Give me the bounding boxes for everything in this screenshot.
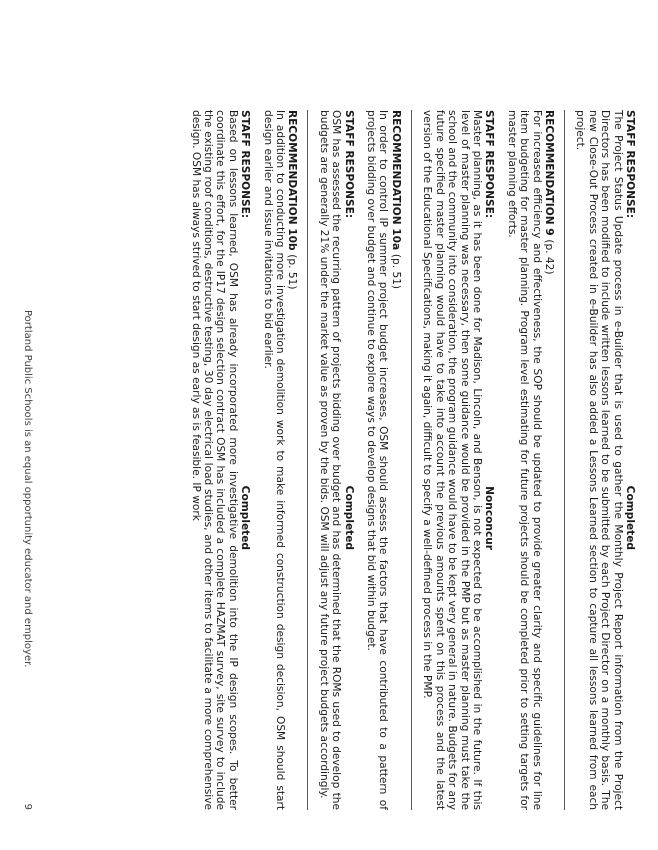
staff-response-header	[483, 110, 495, 580]
staff-response-2	[421, 110, 495, 810]
staff-response-1	[574, 110, 636, 810]
page-reference: (p. 51)	[389, 253, 402, 290]
status-badge: Nonconcur	[483, 486, 496, 550]
section-divider	[564, 110, 565, 810]
staff-response-label: STAFF RESPONSE:	[342, 110, 355, 219]
staff-response-text: The Project Status Update process in e-Builder that is used to gather the Monthly Project Report information from the Project Directors has been modified to include written lessons learned to be submitted by each Project Director on a monthly basis. The new Close-Out Process created in e-Builder has also added a Lessons Learned section to capture all lessons learned from each project.	[574, 110, 624, 810]
staff-response-header	[239, 110, 251, 580]
page-reference: (p. 42)	[542, 239, 555, 275]
staff-response-text: Based on lessons learned, OSM has already incorporated more investigative demolition into the IP design scopes. To better coordinate this effort, for the IP17 design selection contract OSM has included a complete HAZMAT survey, site survey to include the existing roof conditions, destructive testing, 30 day electrical load studies, and other items to facilitate a more comprehensive design. OSM has always strived to start design as early as is feasible. IP work	[189, 110, 239, 810]
recommendation-text: In addition to conducting more investigation demolition work to make informed construction design decision, OSM should start design earlier and issue invitations to bid earlier.	[261, 110, 287, 810]
staff-response-text: Master planning, as it has been done for Madison, Lincoln, and Benson, is not expected to be accomplished in the future. If this level of master planning was necessary, then some guidance would be provided in the PMP but as master planning must take the school and the community into consideration, the program guidance would have to be kept very general in nature. Budgets for any future specified master planning would have to take into account the previous amounts spent on this process and the latest version of the Educational Specifications, making it again, difficult to specify a well-defined process in the PMP.	[421, 110, 483, 810]
footer-notice: Portland Public Schools is an equal opportunity educator and employer.	[22, 310, 33, 668]
document-content	[189, 110, 636, 810]
staff-response-3	[317, 110, 354, 810]
staff-response-header	[342, 110, 354, 580]
staff-response-text: OSM has assessed the recurring pattern of projects bidding over budget and has determined that the ROMs used to develop the budgets are generally 21% under the market value as proven by the bids. OSM will adjust any future project budgets accordingly.	[317, 110, 343, 810]
recommendation-10b	[261, 110, 298, 810]
page-reference: (p. 51)	[286, 254, 299, 290]
status-badge: Completed	[624, 485, 636, 550]
staff-response-label: STAFF RESPONSE:	[239, 110, 252, 219]
recommendation-10a	[365, 110, 402, 810]
recommendation-title	[286, 110, 298, 810]
recommendation-text: In order to control IP summer project budget increases, OSM should assess the factors that have contributed to a pattern of projects bidding over budget and continue to explore ways to develop designs that bid within budget.	[365, 110, 390, 810]
recommendation-title	[543, 110, 555, 810]
staff-response-4	[189, 110, 251, 810]
recommendation-heading: RECOMMENDATION 9	[542, 110, 555, 236]
staff-response-label: STAFF RESPONSE:	[624, 110, 636, 219]
section-divider	[411, 110, 412, 810]
recommendation-heading: RECOMMENDATION 10a	[389, 110, 402, 251]
page-number: 9	[22, 803, 33, 810]
status-badge: Completed	[239, 485, 252, 550]
section-divider	[307, 110, 308, 810]
recommendation-text: For increased efficiency and effectiveness, the SOP should be updated to provide greater clarity and specific guidelines for line item budgeting for master planning. Program level estimating for future projects should be completed prior to setting targets for master planning efforts.	[505, 110, 543, 810]
staff-response-header	[624, 110, 636, 580]
staff-response-label: STAFF RESPONSE:	[483, 110, 496, 219]
recommendation-heading: RECOMMENDATION 10b	[286, 110, 299, 251]
status-badge: Completed	[342, 485, 355, 550]
recommendation-title	[390, 110, 402, 810]
recommendation-9	[505, 110, 555, 810]
